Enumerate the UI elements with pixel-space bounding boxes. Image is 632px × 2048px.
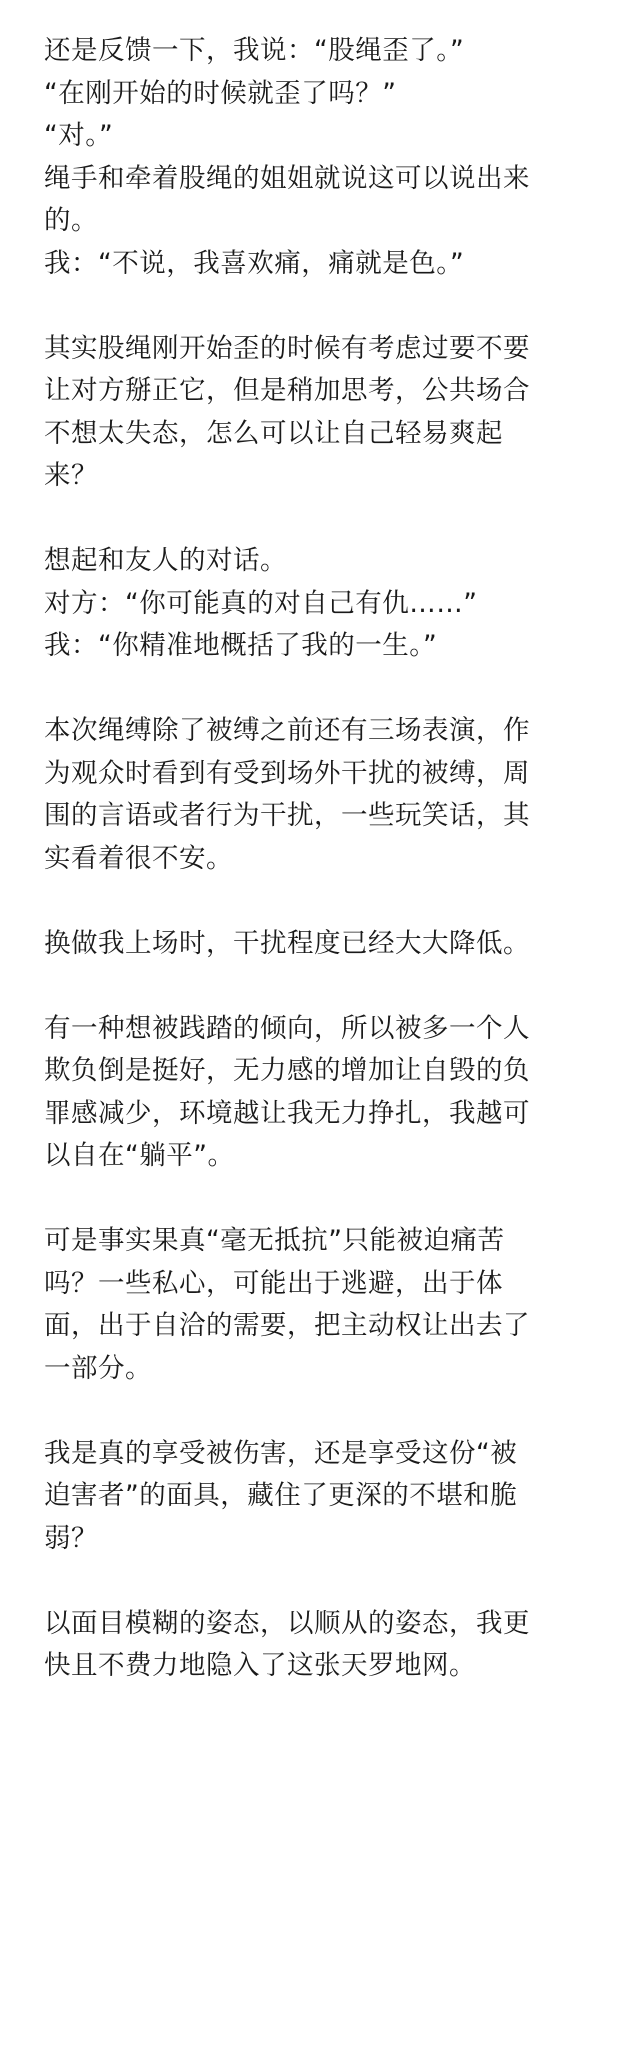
text-line: 快且不费力地隐入了这张天罗地网。	[44, 1650, 476, 1681]
text-line: “对。”	[44, 120, 114, 151]
paragraph-gap	[44, 965, 588, 1008]
paragraph-gap	[44, 1390, 588, 1433]
text-line: 我：“不说，我喜欢痛，痛就是色。”	[44, 247, 465, 279]
text-line: 弱？	[44, 1522, 98, 1554]
text-line: “在刚开始的时候就歪了吗？”	[44, 77, 397, 109]
text-line: 一部分。	[44, 1352, 152, 1384]
text-line: 来？	[44, 460, 98, 491]
text-line: 为观众时看到有受到场外干扰的被缚，周	[44, 757, 530, 789]
text-line: 以面目模糊的姿态，以顺从的姿态，我更	[44, 1607, 530, 1639]
text-line: 围的言语或者行为干扰，一些玩笑话，其	[44, 800, 530, 831]
paragraph-gap	[44, 1560, 588, 1603]
text-line: 让对方掰正它，但是稍加思考，公共场合	[44, 375, 530, 406]
text-line: 对方：“你可能真的对自己有仇……”	[44, 587, 478, 619]
paragraph-gap	[44, 498, 588, 541]
text-line: 面，出于自洽的需要，把主动权让出去了	[44, 1310, 530, 1341]
text-line: 我：“你精准地概括了我的一生。”	[44, 630, 438, 661]
paragraph-gap	[44, 1178, 588, 1221]
text-line: 吗？一些私心，可能出于逃避，出于体	[44, 1267, 503, 1299]
text-line: 换做我上场时，干扰程度已经大大降低。	[44, 927, 530, 959]
paragraph-gap	[44, 668, 588, 711]
text-line: 我是真的享受被伤害，还是享受这份“被	[44, 1437, 518, 1469]
paragraph-gap	[44, 880, 588, 923]
text-line: 其实股绳刚开始歪的时候有考虑过要不要	[44, 332, 530, 364]
text-line: 不想太失态，怎么可以让自己轻易爽起	[44, 417, 503, 449]
text-line: 的。	[44, 205, 98, 236]
text-line: 绳手和牵着股绳的姐姐就说这可以说出来	[44, 162, 530, 194]
text-line: 罪感减少，环境越让我无力挣扎，我越可	[44, 1097, 530, 1129]
text-line: 有一种想被践踏的倾向，所以被多一个人	[44, 1012, 530, 1044]
text-line: 以自在“躺平”。	[44, 1140, 235, 1171]
text-line: 实看着很不安。	[44, 842, 233, 874]
text-line: 欺负倒是挺好，无力感的增加让自毁的负	[44, 1055, 530, 1086]
text-line: 想起和友人的对话。	[44, 545, 287, 576]
paragraph-gap	[44, 285, 588, 328]
text-line: 还是反馈一下，我说：“股绳歪了。”	[44, 35, 465, 66]
text-line: 本次绳缚除了被缚之前还有三场表演，作	[44, 715, 530, 746]
text-line: 可是事实果真“毫无抵抗”只能被迫痛苦	[44, 1225, 505, 1256]
text-line: 迫害者”的面具，藏住了更深的不堪和脆	[44, 1480, 518, 1511]
